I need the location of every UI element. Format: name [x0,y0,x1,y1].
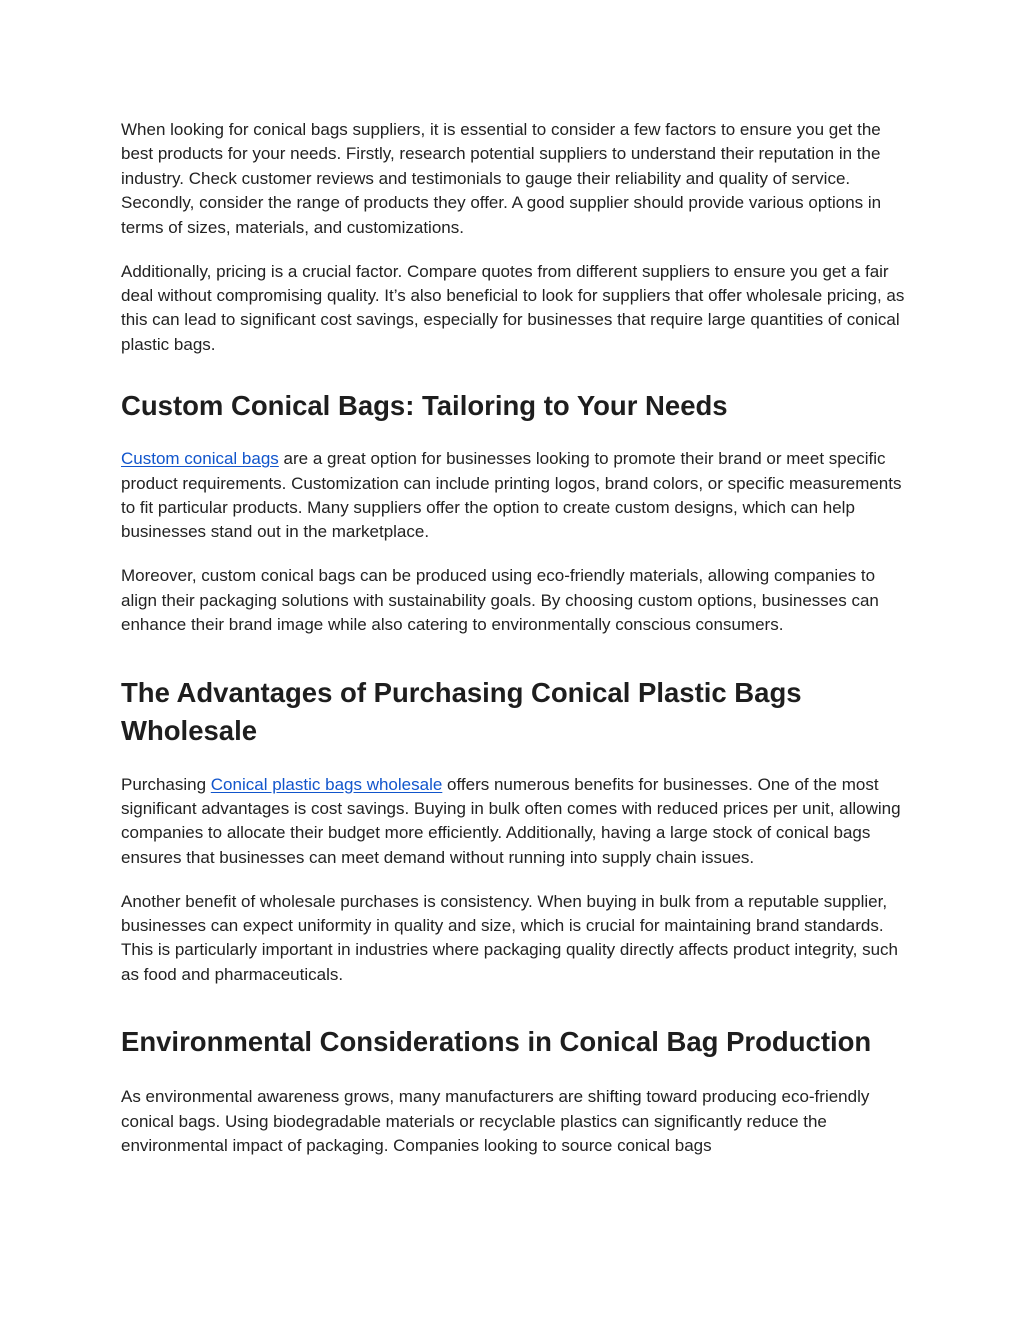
custom-paragraph-1-text: are a great option for businesses looking to promote their brand or meet specific product requirements. Customization can include printing logos, brand colors, or specific measurements to fit particular products. Many suppliers offer the option to create custom designs, which can help businesses stand out in the marketplace. [121,449,902,542]
custom-conical-bags-link[interactable]: Custom conical bags [121,449,279,469]
custom-section-heading: Custom Conical Bags: Tailoring to Your Needs [121,390,728,422]
intro-paragraph-1: When looking for conical bags suppliers, it is essential to consider a few factors to ensure you get the best products for your needs. Firstly, research potential suppliers to understand their reputation in the industry. Check customer reviews and testimonials to gauge their reliability and quality of service. Secondly, consider the range of products they offer. A good supplier should provide various options in terms of sizes, materials, and customizations. [121,120,882,237]
wholesale-paragraph-1 [121,773,911,871]
intro-paragraph-2: Additionally, pricing is a crucial factor. Compare quotes from different suppliers to ensure you get a fair deal without compromising quality. It’s also beneficial to look for suppliers that offer wholesale pricing, as this can lead to significant cost savings, especially for businesses that require large quantities of conical plastic bags. [121,261,905,354]
wholesale-paragraph-2: Another benefit of wholesale purchases is consistency. When buying in bulk from a reputable supplier, businesses can expect uniformity in quality and size, which is crucial for maintaining brand standards. This is particularly important in industries where packaging quality directly affects product integrity, such as food and pharmaceuticals. [121,891,899,984]
wholesale-paragraph-1-text: offers numerous benefits for businesses. One of the most significant advantages is cost savings. Buying in bulk often comes with reduced prices per unit, allowing companies to allocate their budget more efficiently. Additionally, having a large stock of conical bags ensures that businesses can meet demand without running into supply chain issues. [121,774,901,867]
document-body [121,118,911,1158]
environment-section-heading: Environmental Considerations in Conical Bag Production [121,1026,872,1058]
conical-plastic-bags-wholesale-link[interactable]: Conical plastic bags wholesale [210,774,443,794]
wholesale-section-heading: The Advantages of Purchasing Conical Plastic Bags Wholesale [121,676,802,746]
environment-paragraph-1: As environmental awareness grows, many manufacturers are shifting toward producing eco-friendly conical bags. Using biodegradable materials or recyclable plastics can significantly reduce the environmental impact of packaging. Companies looking to source conical bags [121,1087,870,1156]
custom-paragraph-1 [121,447,911,545]
custom-paragraph-2: Moreover, custom conical bags can be produced using eco-friendly materials, allowing companies to align their packaging solutions with sustainability goals. By choosing custom options, businesses can enhance their brand image while also catering to environmentally conscious consumers. [121,566,879,635]
wholesale-paragraph-1-lead: Purchasing [121,774,211,794]
